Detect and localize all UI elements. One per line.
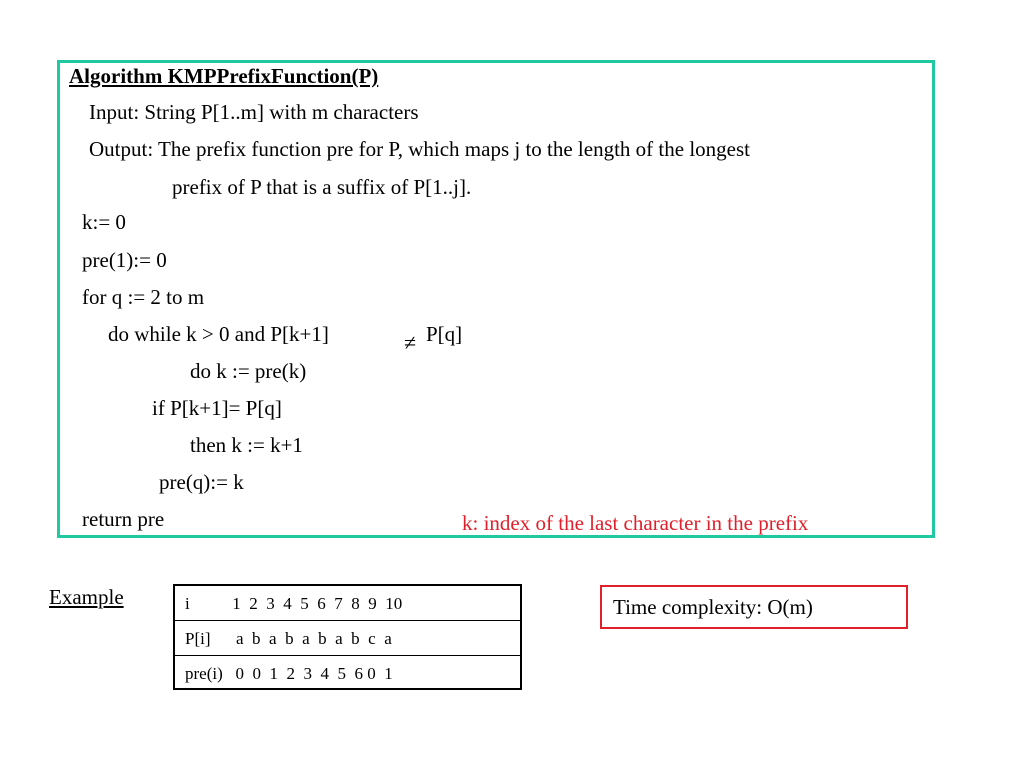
code-then-body: then k := k+1 — [190, 433, 303, 457]
not-equal-symbol: ≠ — [404, 330, 417, 355]
table-row-pattern: P[i] a b a b a b a b c a — [175, 621, 520, 656]
algorithm-output-line2: prefix of P that is a suffix of P[1..j]. — [172, 175, 472, 199]
code-init-pre: pre(1):= 0 — [82, 248, 167, 272]
table-row-index: i 1 2 3 4 5 6 7 8 9 10 — [175, 586, 520, 621]
code-return: return pre — [82, 507, 165, 531]
algorithm-input: Input: String P[1..m] with m characters — [89, 100, 419, 124]
k-index-note: k: index of the last character in the prefix — [462, 511, 809, 535]
code-if-condition: if P[k+1]= P[q] — [152, 396, 282, 420]
code-for-loop: for q := 2 to m — [82, 285, 205, 309]
code-while-body: do k := pre(k) — [190, 359, 307, 383]
algorithm-title: Algorithm KMPPrefixFunction(P) — [69, 64, 379, 88]
code-while-rhs: P[q] — [426, 322, 463, 346]
code-init-k: k:= 0 — [82, 210, 126, 234]
time-complexity-box: Time complexity: O(m) — [600, 585, 908, 629]
example-label: Example — [49, 585, 124, 609]
code-assign-pre: pre(q):= k — [159, 470, 244, 494]
algorithm-output-line1: Output: The prefix function pre for P, which maps j to the length of the longest — [89, 137, 750, 161]
example-table — [173, 584, 522, 690]
code-while-condition: do while k > 0 and P[k+1] — [108, 322, 329, 346]
table-row-prefix: pre(i) 0 0 1 2 3 4 5 6 0 1 — [185, 664, 393, 683]
